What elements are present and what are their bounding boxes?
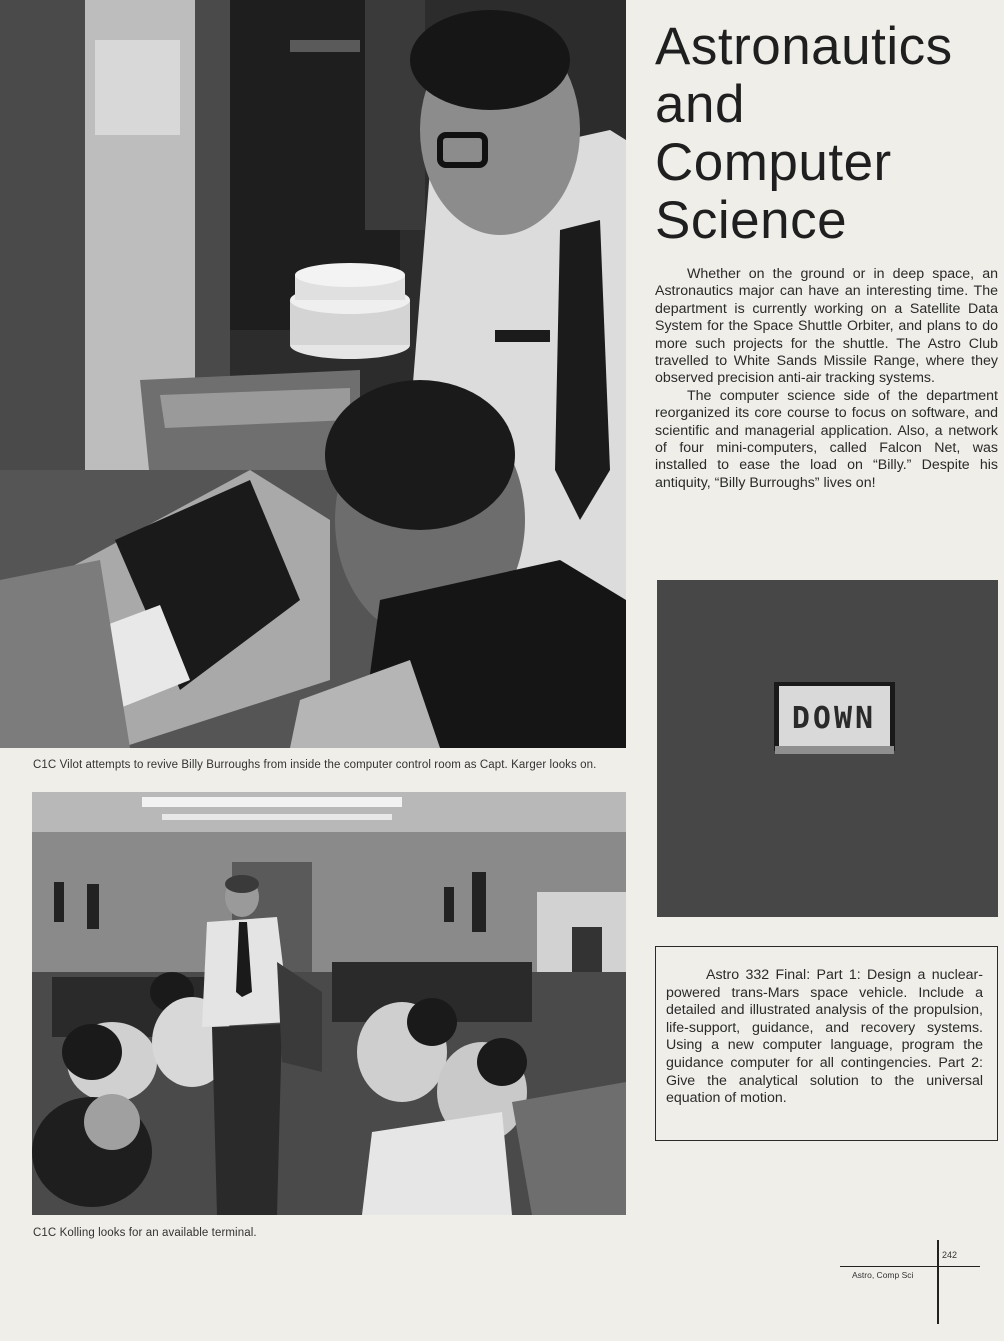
sign-text: DOWN	[791, 701, 877, 736]
photo-computer-control-room	[0, 0, 626, 748]
caption-bottom-photo: C1C Kolling looks for an available terminal.	[33, 1227, 257, 1239]
name-tag-text: KARGER	[657, 580, 662, 581]
title-line: Computer	[655, 133, 892, 192]
caption-top-photo: C1C Vilot attempts to revive Billy Burroughs from inside the computer control room as Capt. Karger looks on.	[33, 759, 597, 771]
boxed-exam-text	[655, 946, 998, 1141]
photo-terminal-room	[32, 792, 626, 1215]
boxed-paragraph: Astro 332 Final: Part 1: Design a nuclear-powered trans-Mars space vehicle. Include a detailed and illustrated analysis of the propulsion, life-support, guidance, and recovery systems. Using a new computer language, program the guidance computer for all contingencies. Part 2: Give the analytical solution to the universal equation of motion.	[666, 967, 983, 1107]
section-label: Astro, Comp Sci	[852, 1270, 914, 1280]
title-line: Astronautics	[655, 17, 953, 76]
body-paragraph: The computer science side of the department reorganized its core course to focus on software, and scientific and managerial application. Also, a network of four mini-computers, called Falcon Net, was installed to ease the load on “Billy.” Despite his antiquity, “Billy Burroughs” lives on!	[655, 387, 998, 491]
page-number: 242	[942, 1250, 958, 1260]
body-text	[655, 266, 998, 492]
folio-vertical-rule	[937, 1240, 939, 1324]
page-title	[655, 18, 1000, 250]
body-paragraph: Whether on the ground or in deep space, an Astronautics major can have an interesting time. The department is currently working on a Satellite Data System for the Space Shuttle Orbiter, and plans to do more such projects for the shuttle. The Astro Club travelled to White Sands Missile Range, where they observed precision anti-air tracking systems.	[655, 266, 998, 387]
title-line: and	[655, 75, 745, 134]
photo-down-sign	[657, 580, 998, 917]
folio-horizontal-rule	[840, 1266, 980, 1267]
title-line: Science	[655, 191, 848, 250]
